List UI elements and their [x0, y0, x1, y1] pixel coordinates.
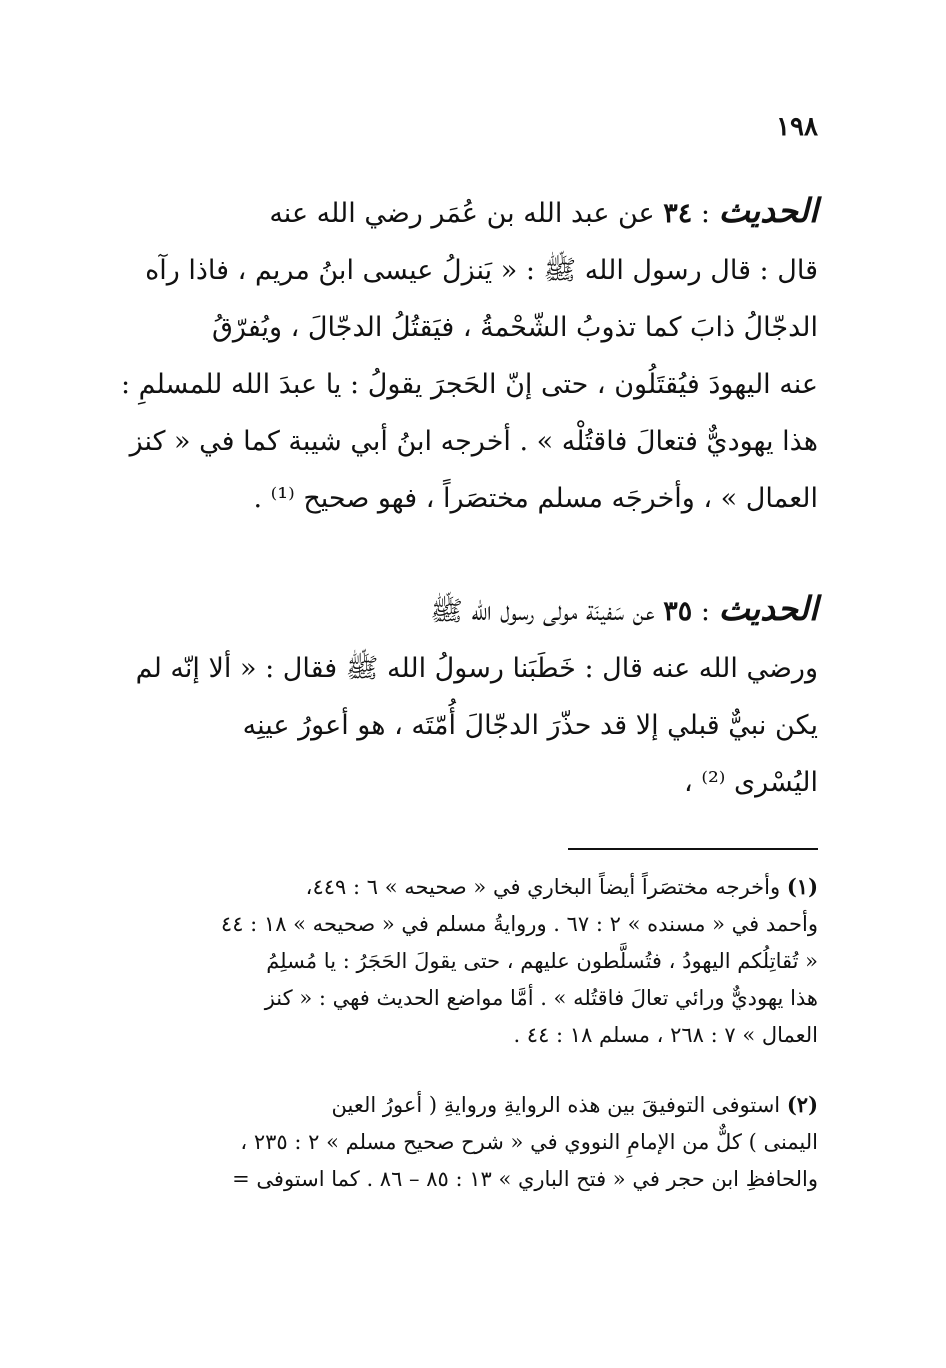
hadith-label: الحديث [718, 191, 818, 230]
footnote-line: وأحمد في « مسنده » ٢ : ٦٧ . وروايةُ مسلم في « صحيحه » ١٨ : ٤٤ [220, 912, 818, 936]
hadith-text-line: العمال » ، وأخرجَه مسلم مختصَراً ، فهو صحيح ⁽¹⁾ . [253, 483, 818, 514]
hadith-text-line: يكن نبيٌّ قبلي إلا قد حذّرَ الدجّالَ أُمّتَه ، هو أعورُ عينِه [242, 710, 818, 741]
hadith-text-line: هذا يهوديٌّ فتعالَ فاقتُلْه » . أخرجه ابنُ أبي شيبة كما في « كنز [129, 426, 818, 457]
hadith-label-separator: : [692, 198, 710, 229]
footnote-line: اليمنى ) كلٌّ من الإمامِ النووي في « شرح صحيح مسلم » ٢ : ٢٣٥ ، [240, 1130, 818, 1154]
footnote-text: استوفى التوفيقَ بين هذه الروايةِ وروايةِ ( أعورُ العين [331, 1093, 781, 1117]
footnote-line [133, 1086, 818, 1124]
footnote-marker: (٢) [786, 1092, 818, 1117]
hadith-text-line: عنه اليهودَ فيُقتَلُون ، حتى إنّ الحَجرَ يقولُ : يا عبدَ الله للمسلمِ : [120, 369, 818, 400]
footnote-marker: (١) [786, 874, 818, 899]
hadith-label: الحديث [718, 589, 818, 628]
hadith-34 [120, 182, 818, 527]
hadith-heading-line [133, 580, 818, 640]
hadith-number: ٣٥ [663, 596, 693, 627]
hadith-text-line: عن سَفينَة مولى رسول الله ﷺ [430, 596, 655, 627]
hadith-label-separator: : [692, 596, 710, 627]
hadith-heading-line [133, 182, 818, 242]
footnote-line: « تُقاتِلُكم اليهودُ ، فتُسلَّطون عليهم ، حتى يقولَ الحَجَرُ : يا مُسلِمُ [266, 949, 818, 973]
hadith-text-line: عن عبد الله بن عُمَر رضي الله عنه [269, 198, 655, 229]
hadith-text-line: ورضي الله عنه قال : خَطَبَنا رسولُ الله ﷺ فقال : « ألا إنّه لم [135, 653, 818, 684]
footnote-line [133, 868, 818, 906]
footnote-1 [133, 868, 818, 1054]
hadith-text-line: الدجّالُ ذابَ كما تذوبُ الشّحْمةُ ، فيَقتُلُ الدجّالَ ، ويُفرّقُ [211, 312, 818, 343]
footnote-line: هذا يهوديٌّ ورائي تعالَ فاقتُله » . أمَّا مواضع الحديث فهي : « كنز [264, 986, 818, 1010]
hadith-text-line: قال : قال رسول الله ﷺ : « يَنزلُ عيسى ابنُ مريم ، فاذا رآه [145, 255, 818, 286]
hadith-number: ٣٤ [663, 198, 693, 229]
footnote-2 [133, 1086, 818, 1198]
hadith-text-line: اليُسْرى ⁽²⁾ ، [684, 767, 818, 798]
page-number: ١٩٨ [776, 112, 818, 142]
footnote-text: وأخرجه مختصَراً أيضاً البخاري في « صحيحه » ٦ : ٤٤٩، [305, 875, 781, 899]
hadith-35 [133, 580, 818, 811]
footnote-line: العمال » ٧ : ٢٦٨ ، مسلم ١٨ : ٤٤ . [513, 1023, 818, 1047]
footnote-line: والحافظِ ابن حجر في « فتح الباري » ١٣ : ٨٥ – ٨٦ . كما استوفى = [232, 1167, 818, 1191]
footnote-separator [568, 848, 818, 850]
